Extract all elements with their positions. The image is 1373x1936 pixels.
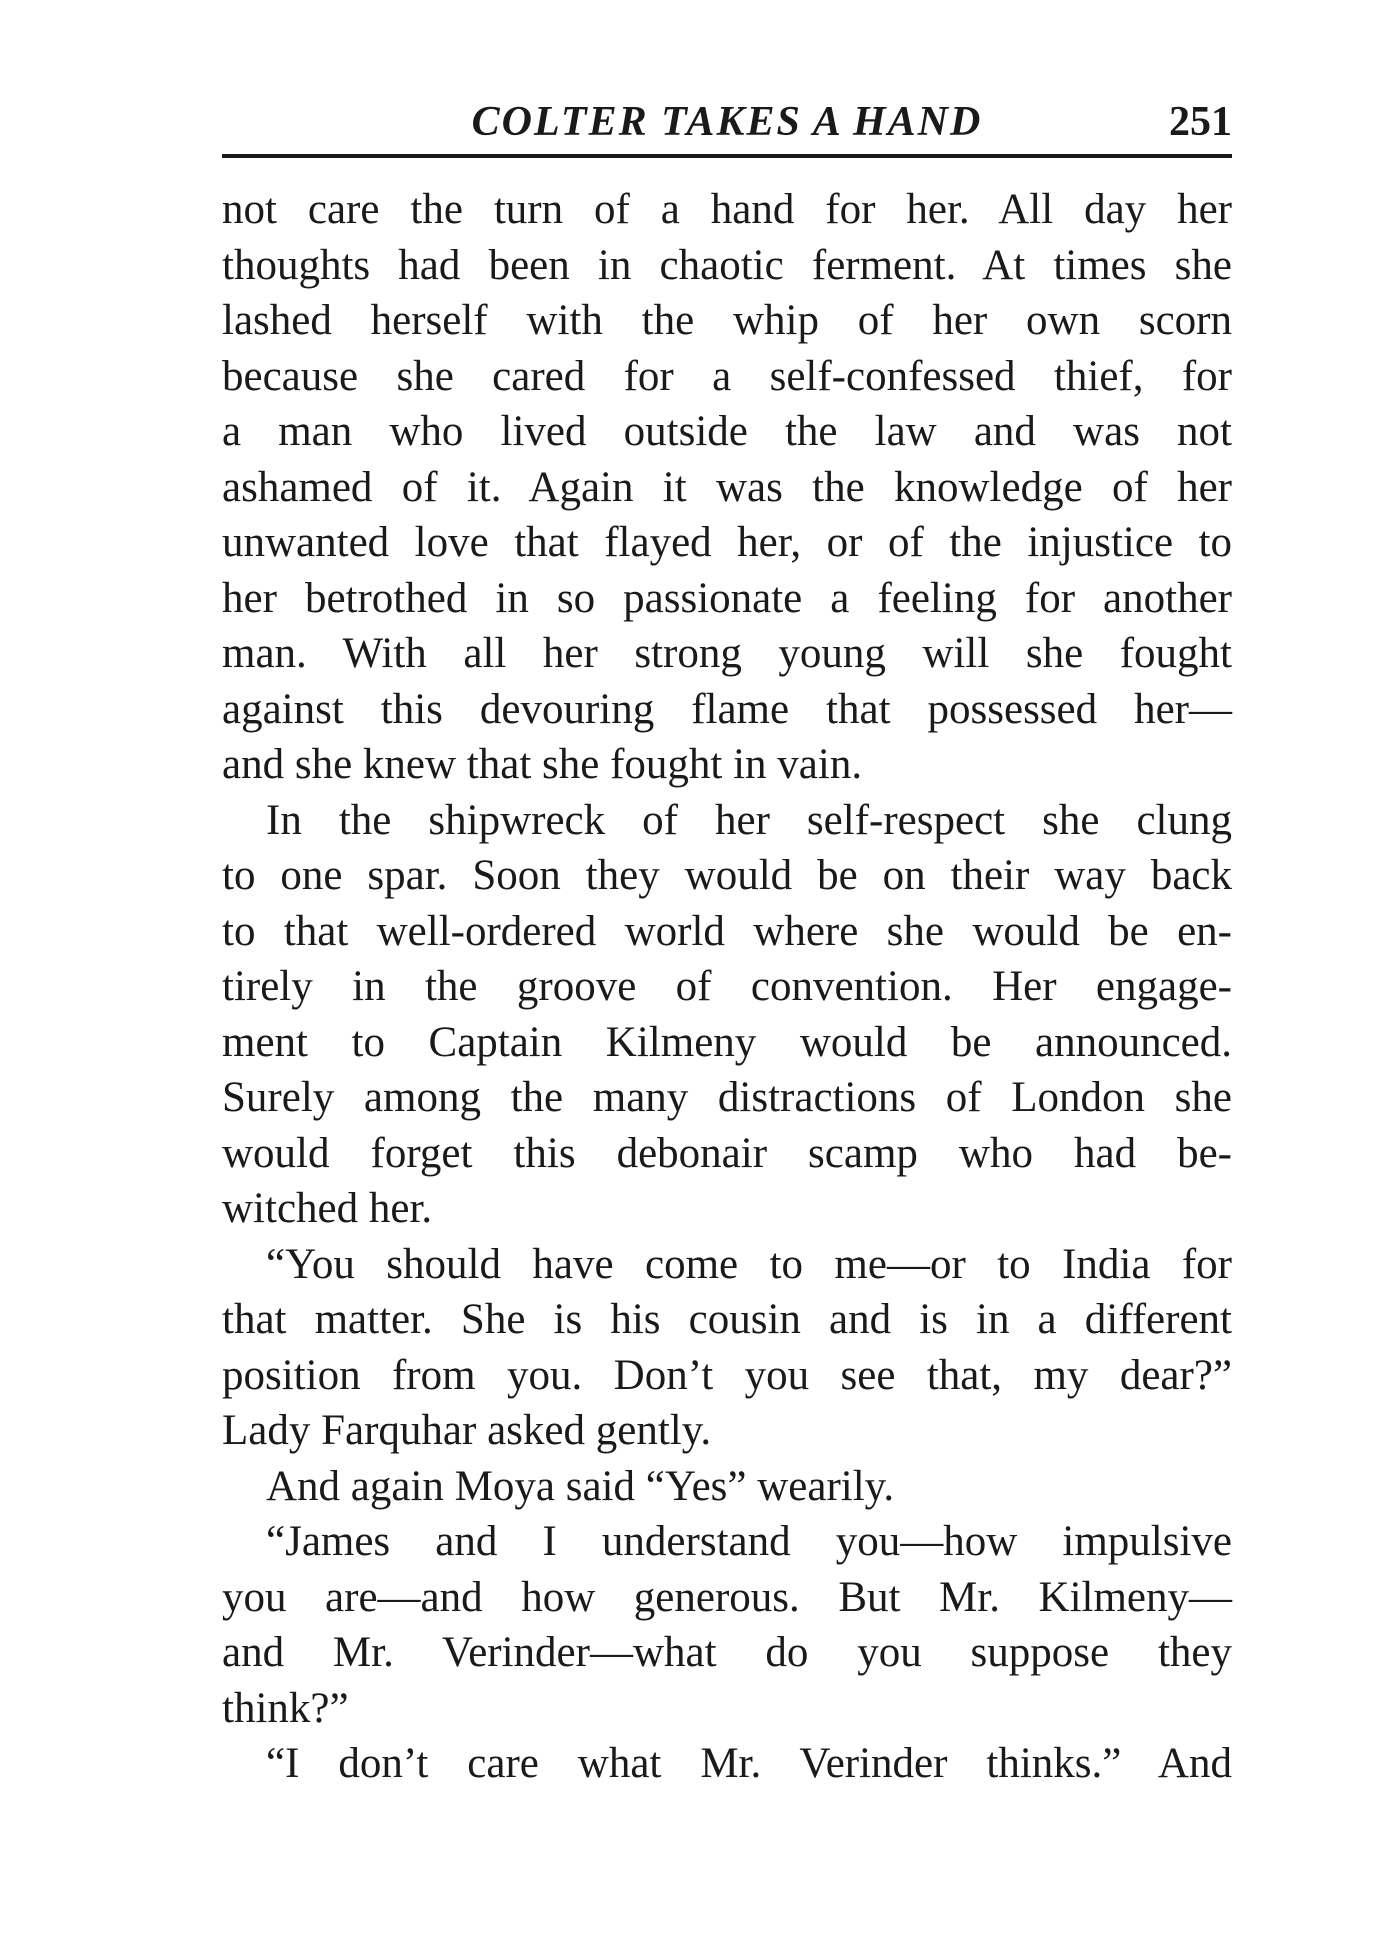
text-line: “You should have come to me—or to India for: [266, 1240, 1232, 1288]
text-line: Surely among the many distractions of London she: [222, 1074, 1232, 1121]
text-line: In the shipwreck of her self-respect she clung: [266, 796, 1232, 844]
text-line: you are—and how generous. But Mr. Kilmeny—: [222, 1573, 1232, 1621]
text-line: would forget this debonair scamp who had be-: [222, 1129, 1232, 1177]
text-line: a man who lived outside the law and was not: [222, 408, 1232, 455]
text-line: to that well-ordered world where she would be en-: [222, 907, 1232, 955]
text-line: witched her.: [222, 1185, 433, 1232]
text-line: her betrothed in so passionate a feeling for another: [222, 574, 1232, 622]
text-line: think?”: [222, 1684, 349, 1732]
text-line: Lady Farquhar asked gently.: [222, 1407, 712, 1454]
text-line: man. With all her strong young will she fought: [222, 630, 1232, 677]
text-line: and Mr. Verinder—what do you suppose they: [222, 1629, 1232, 1676]
page-number: 251: [1169, 99, 1232, 145]
text-line: unwanted love that flayed her, or of the injustice to: [222, 519, 1232, 566]
text-line: “James and I understand you—how impulsive: [266, 1518, 1232, 1565]
body-text: [222, 182, 1232, 1792]
text-line: that matter. She is his cousin and is in a different: [222, 1296, 1232, 1343]
text-line: to one spar. Soon they would be on their way back: [222, 852, 1232, 899]
text-line: tirely in the groove of convention. Her engage-: [222, 963, 1232, 1010]
running-title: COLTER TAKES A HAND: [471, 99, 983, 145]
text-line: because she cared for a self-confessed thief, for: [222, 352, 1232, 400]
header-rule: [222, 154, 1232, 158]
text-line: And again Moya said “Yes” wearily.: [266, 1462, 895, 1510]
text-line: “I don’t care what Mr. Verinder thinks.” And: [266, 1740, 1232, 1787]
text-line: against this devouring flame that possessed her—: [222, 685, 1232, 733]
text-line: lashed herself with the whip of her own scorn: [222, 297, 1232, 344]
text-line: not care the turn of a hand for her. All day her: [222, 186, 1232, 233]
text-line: thoughts had been in chaotic ferment. At times she: [222, 241, 1232, 289]
text-line: and she knew that she fought in vain.: [222, 741, 863, 788]
running-head: [222, 92, 1232, 152]
text-line: ashamed of it. Again it was the knowledge of her: [222, 463, 1232, 511]
text-line: ment to Captain Kilmeny would be announced.: [222, 1018, 1232, 1066]
text-line: position from you. Don’t you see that, my dear?”: [222, 1351, 1232, 1399]
